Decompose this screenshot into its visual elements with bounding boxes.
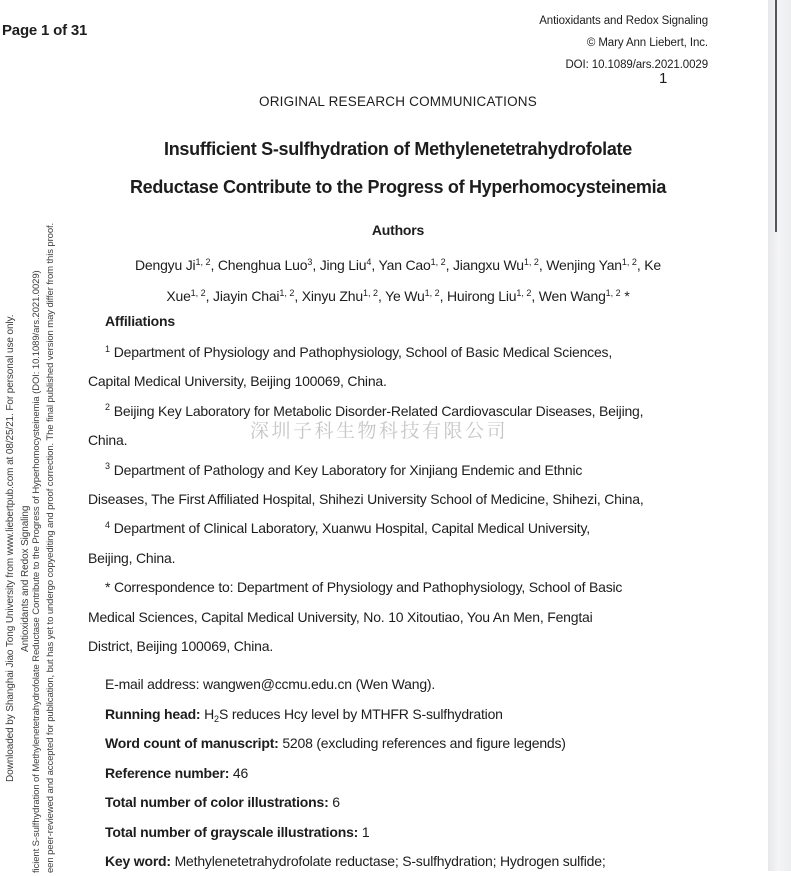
meta-line: Running head: H2S reduces Hcy level by MTHFR S-sulfhydration (105, 706, 503, 724)
page-edge (768, 0, 791, 871)
email-block (88, 670, 435, 699)
affiliation-list (88, 338, 644, 661)
meta-line: Key word: Methylenetetrahydrofolate reductase; S-sulfhydration; Hydrogen sulfide; (105, 852, 606, 869)
doi-line: DOI: 10.1089/ars.2021.0029 (565, 59, 708, 71)
watermark: 深圳子科生物科技有限公司 (250, 421, 509, 442)
affiliation-line: Medical Sciences, Capital Medical University, No. 10 Xitoutiao, You An Men, Fengtai (88, 608, 593, 625)
page-label: Page 1 of 31 (2, 22, 88, 39)
author-list (88, 250, 708, 312)
affiliation-line: $^1$ Department of Physiology and Pathophysiology, School of Basic Medical Sciences, (105, 343, 613, 360)
page-edge-line (775, 0, 777, 232)
author-line: Dengyu Ji$^{1, 2}$, Chenghua Luo$^3$, Jing Liu$^4$, Yan Cao$^{1, 2}$, Jiangxu Wu$^{1, 2}$, Wenjing Yan$^{1, 2}$, Ke (134, 256, 662, 273)
affiliation-line: District, Beijing 100069, China. (88, 637, 274, 654)
author-line: Xue$^{1, 2}$, Jiayin Chai$^{1, 2}$, Xinyu Zhu$^{1, 2}$, Ye Wu$^{1, 2}$, Huirong Liu$^{1, 2}$, Wen Wang$^{1, 2}$ * (166, 287, 630, 304)
affiliation-line: Beijing, China. (88, 549, 176, 566)
email-line: E-mail address: wangwen@ccmu.edu.cn (Wen Wang). (105, 676, 436, 692)
article-title (88, 130, 708, 206)
authors-heading: Authors (371, 222, 425, 238)
article-title-line: Insufficient S-sulfhydration of Methylenetetrahydrofolate (164, 139, 632, 159)
affiliation-line: $^3$ Department of Pathology and Key Laboratory for Xinjiang Endemic and Ethnic (105, 461, 583, 478)
manuscript-meta (88, 700, 606, 876)
journal-name: Antioxidants and Redox Signaling (539, 15, 708, 27)
sidebar-article-info: ficient S-sulfhydration of Methylenetetrahydrofolate Reductase Contribute to the Progress of Hyperhomocysteinemia (DOI: 10.1089/ars.2021.0029) (31, 270, 42, 873)
affiliation-line: $^2$ Beijing Key Laboratory for Metabolic Disorder-Related Cardiovascular Diseases, Beijing, (105, 402, 644, 419)
article-type: ORIGINAL RESEARCH COMMUNICATIONS (259, 94, 537, 109)
page-number: 1 (659, 70, 668, 87)
affiliation-line: $^4$ Department of Clinical Laboratory, Xuanwu Hospital, Capital Medical University, (105, 519, 590, 537)
article-title-line: Reductase Contribute to the Progress of Hyperhomocysteinemia (129, 177, 667, 197)
affiliations-heading: Affiliations (105, 313, 175, 329)
meta-line: Total number of grayscale illustrations: 1 (105, 823, 370, 840)
affiliation-line: China. (88, 432, 128, 449)
journal-header-block (539, 10, 708, 76)
meta-line: Word count of manuscript: 5208 (excluding references and figure legends) (105, 735, 566, 752)
affiliation-line: * Correspondence to: Department of Physiology and Pathophysiology, School of Basic (105, 579, 623, 596)
sidebar-proof-notice: een peer-reviewed and accepted for publication, but has yet to undergo copyediting and proof correction. The final published version may differ from this proof. (45, 222, 56, 873)
meta-line: Total number of color illustrations: 6 (105, 794, 340, 811)
affiliation-line: Capital Medical University, Beijing 100069, China. (88, 373, 387, 390)
affiliation-line: Diseases, The First Affiliated Hospital, Shihezi University School of Medicine, Shihezi, China, (88, 490, 644, 507)
sidebar-download-notice: Downloaded by Shanghai Jiao Tong University from www.liebertpub.com at 08/25/21. For personal use only. (5, 314, 16, 782)
copyright-line: © Mary Ann Liebert, Inc. (586, 37, 708, 49)
meta-line: Reference number: 46 (105, 764, 249, 781)
sidebar-journal-name: Antioxidants and Redox Signaling (20, 505, 31, 652)
